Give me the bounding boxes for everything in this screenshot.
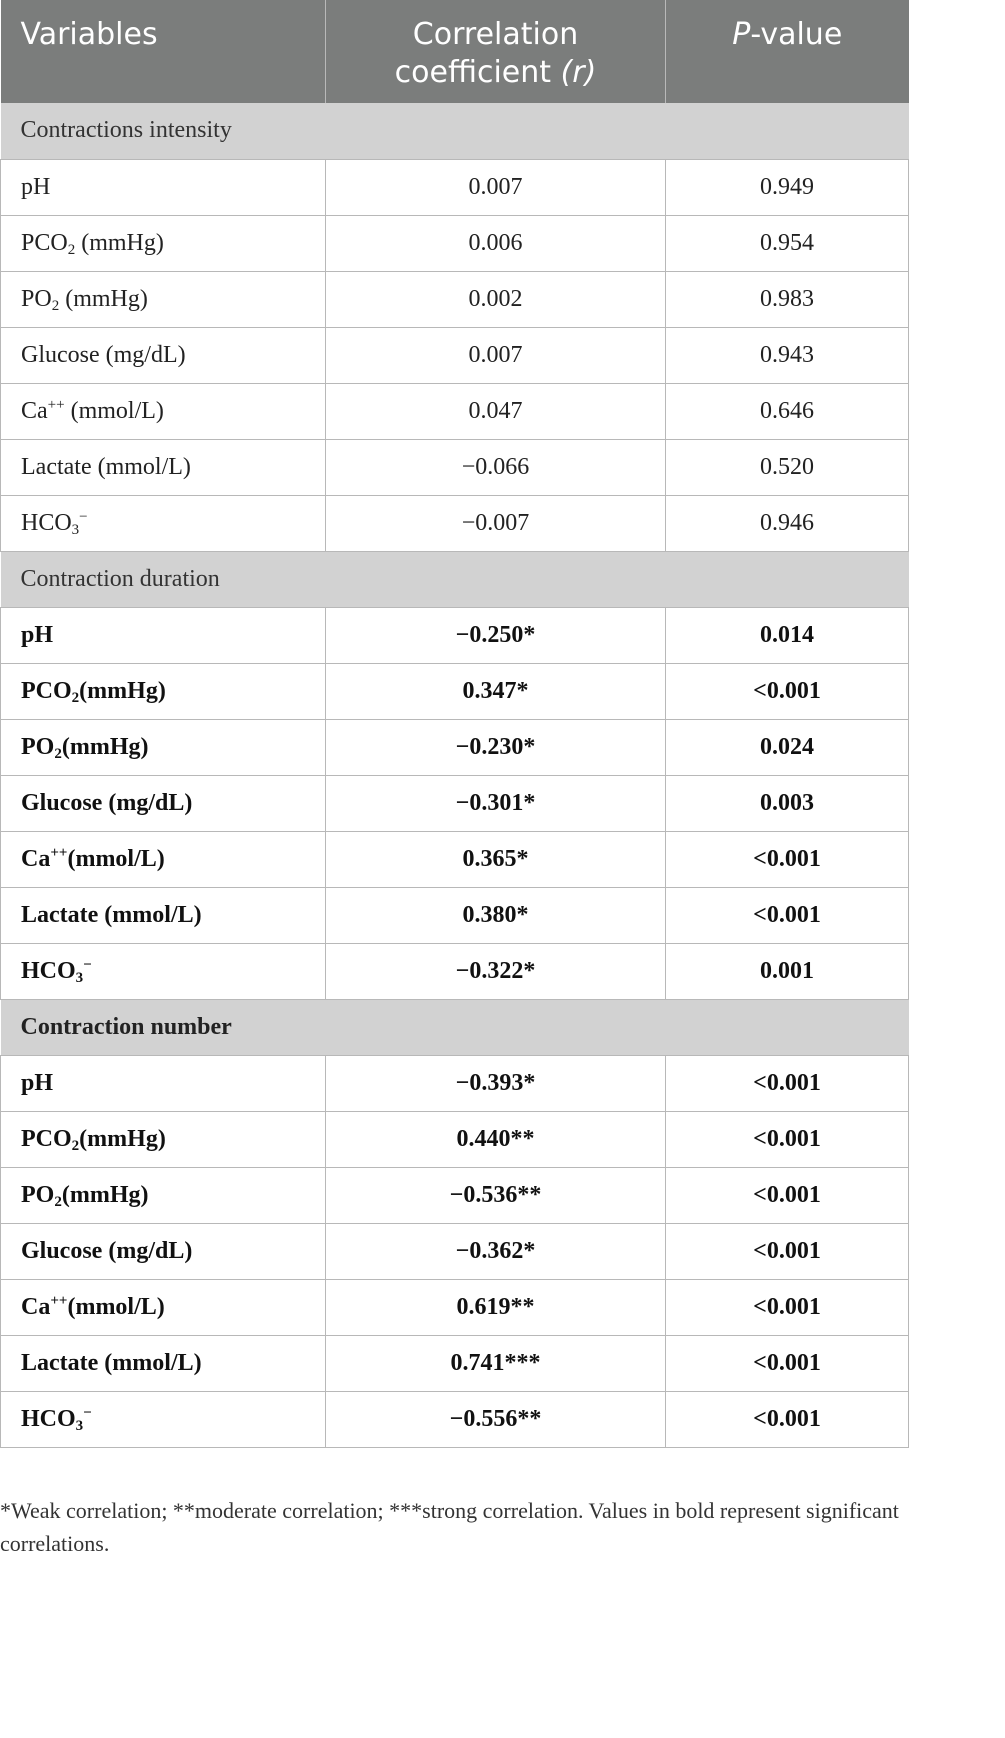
cell-correlation: −0.066 [326, 439, 666, 495]
cell-pvalue: <0.001 [666, 887, 909, 943]
cell-variable: Lactate (mmol/L) [1, 1335, 326, 1391]
cell-pvalue: <0.001 [666, 831, 909, 887]
cell-correlation: 0.741*** [326, 1335, 666, 1391]
table-row [1, 775, 909, 831]
header-row [1, 0, 909, 103]
cell-pvalue: <0.001 [666, 1223, 909, 1279]
section-title: Contraction duration [1, 551, 909, 607]
cell-pvalue: 0.520 [666, 439, 909, 495]
table-row [1, 1055, 909, 1111]
table-row [1, 271, 909, 327]
cell-variable: Lactate (mmol/L) [1, 439, 326, 495]
cell-correlation: −0.007 [326, 495, 666, 551]
cell-pvalue: <0.001 [666, 1111, 909, 1167]
cell-pvalue: 0.949 [666, 159, 909, 215]
cell-pvalue: 0.943 [666, 327, 909, 383]
header-correlation-text: Correlation coefficient (r) [394, 17, 597, 90]
cell-pvalue: 0.001 [666, 943, 909, 999]
cell-correlation: 0.440** [326, 1111, 666, 1167]
cell-pvalue: 0.983 [666, 271, 909, 327]
cell-variable: $PCO_2(mmHg)$ [1, 663, 326, 719]
cell-correlation: −0.536** [326, 1167, 666, 1223]
table-body [1, 103, 909, 1447]
cell-variable: $PO_2$ (mmHg) [1, 271, 326, 327]
cell-variable: pH [1, 1055, 326, 1111]
table-row [1, 887, 909, 943]
cell-variable: Glucose (mg/dL) [1, 327, 326, 383]
table-row [1, 831, 909, 887]
cell-variable: $HCO_3^-$ [1, 495, 326, 551]
header-variables: Variables [1, 0, 326, 103]
cell-pvalue: <0.001 [666, 1167, 909, 1223]
cell-correlation: −0.230* [326, 719, 666, 775]
table-row [1, 1167, 909, 1223]
table-row [1, 1391, 909, 1447]
cell-variable: $PCO_2(mmHg)$ [1, 1111, 326, 1167]
cell-correlation: 0.006 [326, 215, 666, 271]
table-row [1, 495, 909, 551]
table-row [1, 943, 909, 999]
table-row [1, 383, 909, 439]
table-row [1, 1335, 909, 1391]
table-row [1, 215, 909, 271]
cell-pvalue: 0.024 [666, 719, 909, 775]
cell-correlation: −0.301* [326, 775, 666, 831]
cell-correlation: 0.007 [326, 159, 666, 215]
table-row [1, 607, 909, 663]
cell-variable: Glucose (mg/dL) [1, 1223, 326, 1279]
table-row [1, 1279, 909, 1335]
cell-pvalue: <0.001 [666, 1335, 909, 1391]
table-footnote: *Weak correlation; **moderate correlation; ***strong correlation. Values in bold represent significant correlations. [0, 1498, 899, 1556]
header-pvalue-text: P-value [732, 17, 843, 52]
cell-variable: Ca++(mmol/L) [1, 831, 326, 887]
cell-variable: Lactate (mmol/L) [1, 887, 326, 943]
cell-correlation: −0.250* [326, 607, 666, 663]
table-row [1, 719, 909, 775]
cell-pvalue: 0.646 [666, 383, 909, 439]
section-header-row [1, 551, 909, 607]
cell-pvalue: 0.954 [666, 215, 909, 271]
cell-variable: $HCO_3^-$ [1, 1391, 326, 1447]
cell-correlation: 0.619** [326, 1279, 666, 1335]
cell-pvalue: 0.946 [666, 495, 909, 551]
header-pvalue [666, 0, 909, 103]
table-row [1, 159, 909, 215]
table-row [1, 1223, 909, 1279]
table-row [1, 1111, 909, 1167]
cell-pvalue: 0.003 [666, 775, 909, 831]
cell-variable: Glucose (mg/dL) [1, 775, 326, 831]
section-header-row [1, 999, 909, 1055]
cell-correlation: −0.556** [326, 1391, 666, 1447]
cell-pvalue: <0.001 [666, 1055, 909, 1111]
cell-variable: Ca++ (mmol/L) [1, 383, 326, 439]
cell-variable: pH [1, 607, 326, 663]
section-title: Contractions intensity [1, 103, 909, 159]
cell-correlation: 0.380* [326, 887, 666, 943]
header-correlation [326, 0, 666, 103]
section-header-row [1, 103, 909, 159]
cell-correlation: 0.365* [326, 831, 666, 887]
cell-correlation: −0.393* [326, 1055, 666, 1111]
cell-correlation: 0.002 [326, 271, 666, 327]
cell-pvalue: 0.014 [666, 607, 909, 663]
cell-variable: $PO_2(mmHg)$ [1, 719, 326, 775]
cell-variable: $HCO_3^-$ [1, 943, 326, 999]
cell-variable: $PO_2(mmHg)$ [1, 1167, 326, 1223]
table-row [1, 327, 909, 383]
cell-correlation: 0.007 [326, 327, 666, 383]
cell-correlation: 0.047 [326, 383, 666, 439]
cell-pvalue: <0.001 [666, 1391, 909, 1447]
cell-pvalue: <0.001 [666, 1279, 909, 1335]
cell-variable: pH [1, 159, 326, 215]
cell-correlation: −0.362* [326, 1223, 666, 1279]
cell-pvalue: <0.001 [666, 663, 909, 719]
section-title: Contraction number [1, 999, 909, 1055]
cell-variable: Ca++(mmol/L) [1, 1279, 326, 1335]
cell-correlation: −0.322* [326, 943, 666, 999]
table-row [1, 439, 909, 495]
table-row [1, 663, 909, 719]
cell-correlation: 0.347* [326, 663, 666, 719]
cell-variable: $PCO_2$ (mmHg) [1, 215, 326, 271]
